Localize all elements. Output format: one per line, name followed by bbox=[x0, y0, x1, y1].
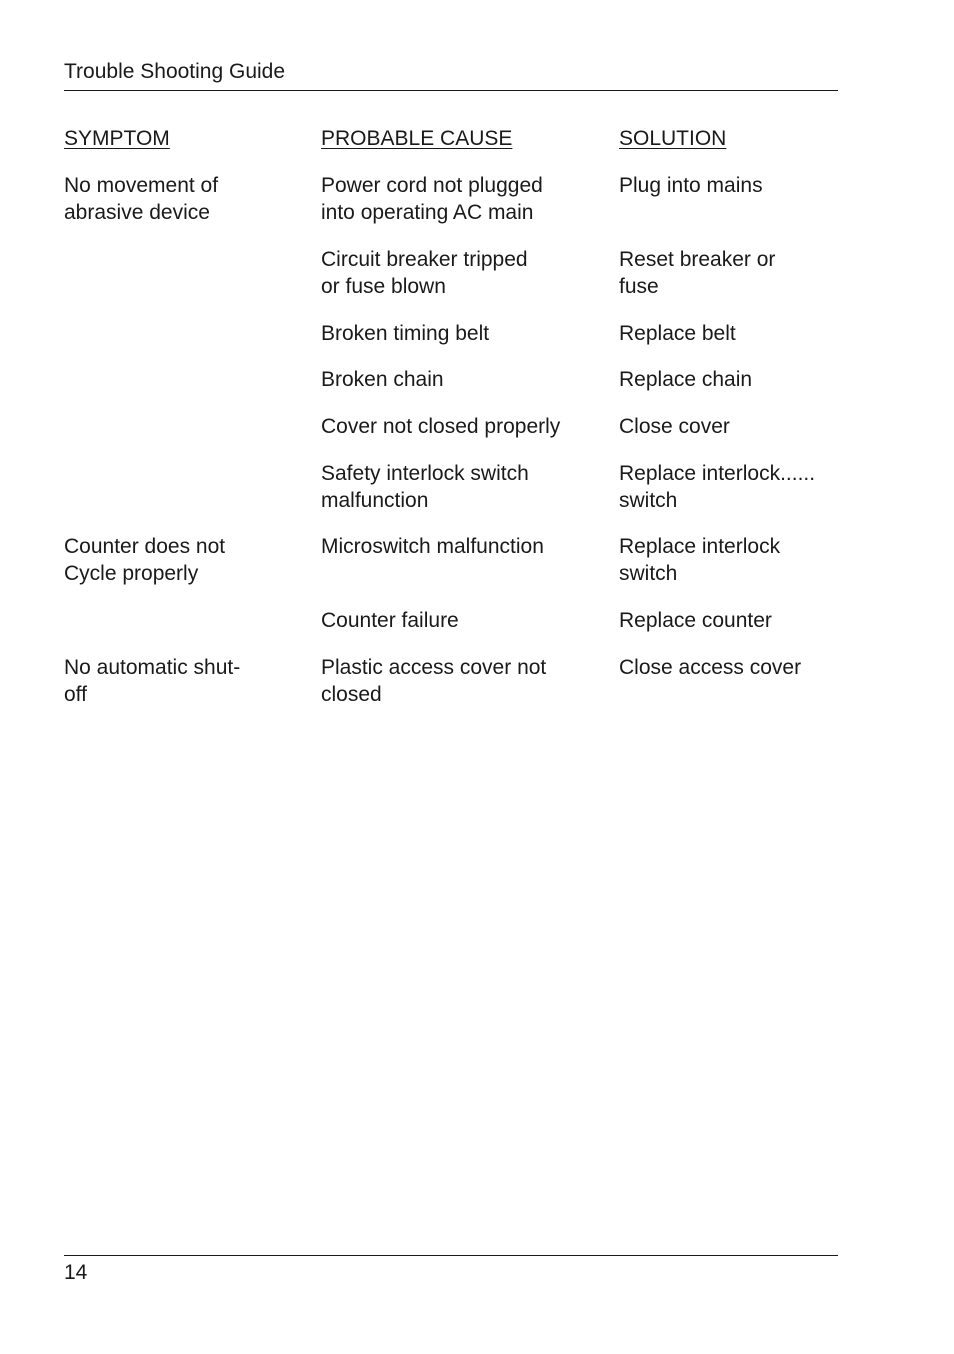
header-divider bbox=[64, 90, 838, 91]
solution-cell: Close cover bbox=[619, 415, 730, 438]
symptom-cell: Counter does not Cycle properly bbox=[64, 535, 226, 585]
cause-cell: Broken chain bbox=[321, 368, 444, 391]
column-header-symptom: SYMPTOM bbox=[64, 127, 170, 150]
solution-cell: Replace counter bbox=[619, 609, 772, 632]
column-header-probable-cause: PROBABLE CAUSE bbox=[321, 127, 513, 150]
solution-cell: Plug into mains bbox=[619, 174, 763, 197]
cause-cell: Broken timing belt bbox=[321, 322, 490, 345]
solution-cell: Replace chain bbox=[619, 368, 753, 391]
column-header-solution: SOLUTION bbox=[619, 127, 727, 150]
solution-cell: Reset breaker or fuse bbox=[619, 248, 776, 298]
page-title: Trouble Shooting Guide bbox=[64, 60, 286, 83]
solution-cell: Replace belt bbox=[619, 322, 736, 345]
symptom-cell: No movement of abrasive device bbox=[64, 174, 219, 224]
cause-cell: Counter failure bbox=[321, 609, 459, 632]
cause-cell: Cover not closed properly bbox=[321, 415, 561, 438]
page-number: 14 bbox=[64, 1261, 88, 1284]
solution-cell: Replace interlock...... switch bbox=[619, 462, 816, 512]
cause-cell: Microswitch malfunction bbox=[321, 535, 544, 558]
cause-cell: Safety interlock switch malfunction bbox=[321, 462, 529, 512]
cause-cell: Power cord not plugged into operating AC main bbox=[321, 174, 543, 224]
symptom-cell: No automatic shut- off bbox=[64, 656, 241, 706]
solution-cell: Replace interlock switch bbox=[619, 535, 781, 585]
footer-divider bbox=[64, 1255, 838, 1256]
cause-cell: Plastic access cover not closed bbox=[321, 656, 547, 706]
solution-cell: Close access cover bbox=[619, 656, 802, 679]
cause-cell: Circuit breaker tripped or fuse blown bbox=[321, 248, 528, 298]
